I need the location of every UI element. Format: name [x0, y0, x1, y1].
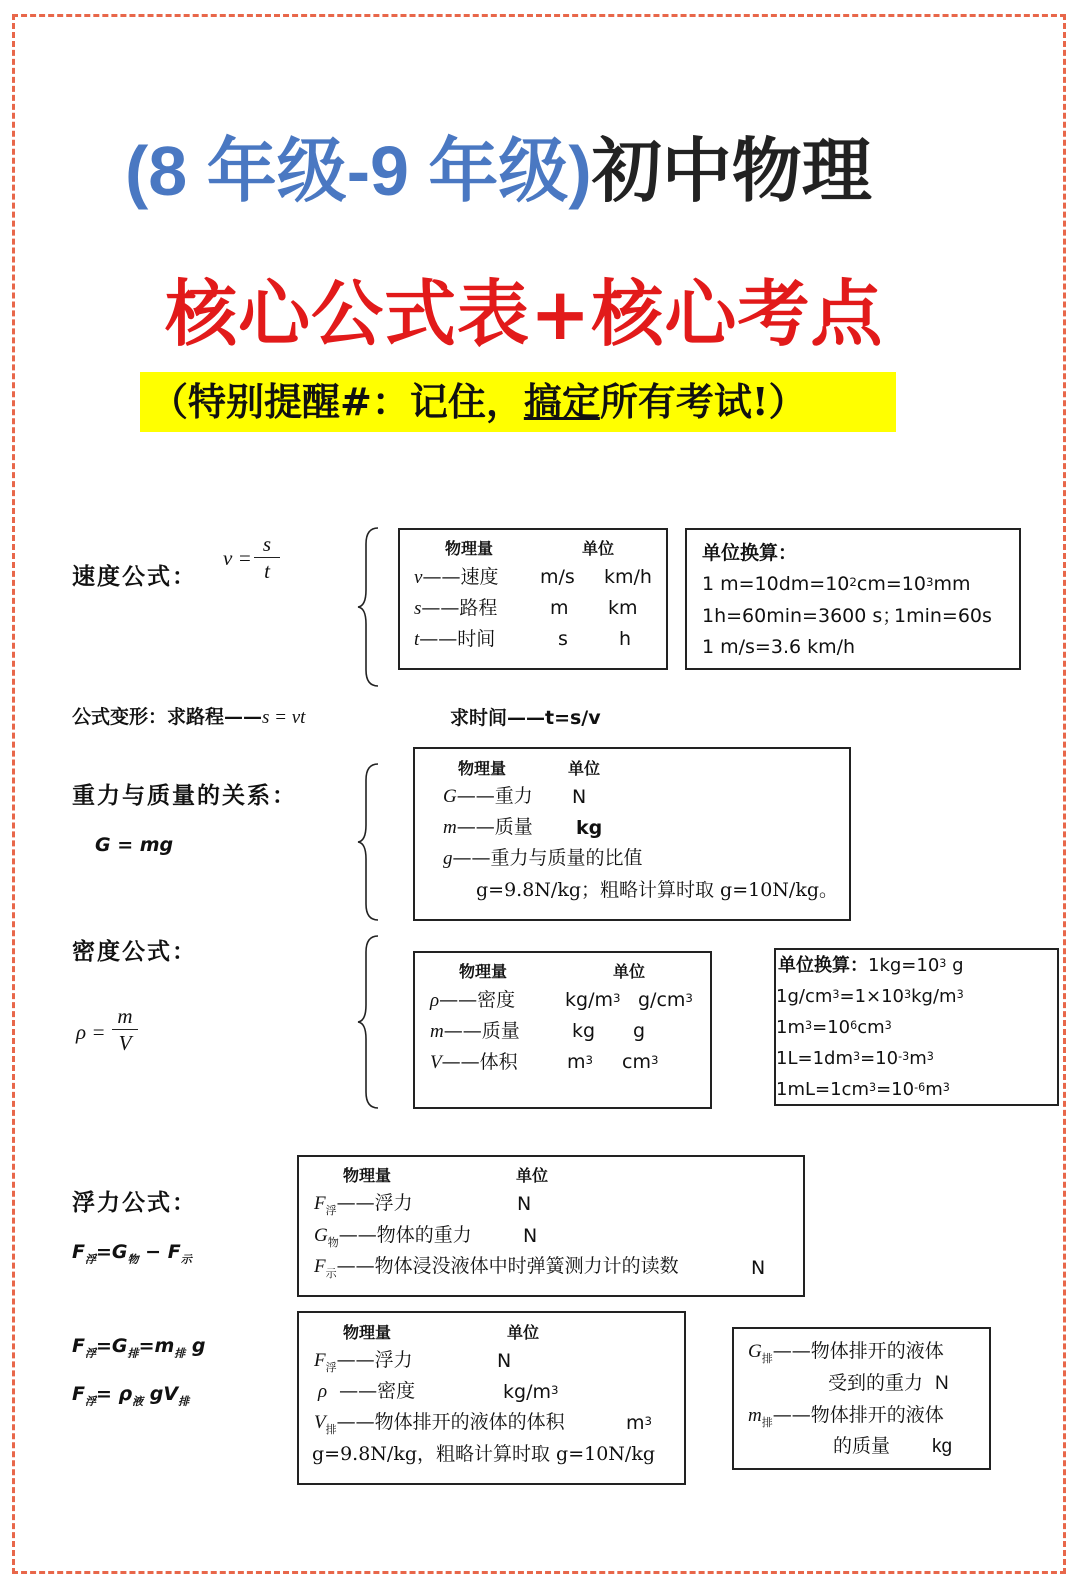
displaced-weight-name: ——物体排开的液体: [772, 1340, 944, 1362]
conv-part: 1 m=10dm=10: [702, 573, 850, 595]
speed-header-quantity: 物理量: [445, 539, 494, 558]
title-subject: 初中物理: [591, 132, 872, 210]
gravity-label: 重力与质量的关系：: [72, 782, 297, 809]
side-displaced-mass-line2: [833, 1435, 952, 1458]
displaced-mass-symbol: m: [748, 1405, 762, 1426]
conv-sup: 2: [849, 575, 857, 589]
formula-part: =m: [138, 1335, 175, 1357]
speed-formula-lhs: v =: [223, 546, 252, 570]
buoyancy-header-quantity-1: 物理量: [343, 1166, 392, 1185]
density-mass-unit-2: g: [633, 1020, 646, 1042]
buoyancy2-row-force: [314, 1349, 413, 1379]
conv-sup: 3: [805, 1019, 813, 1032]
gravity-note: g=9.8N/kg；粗略计算时取 g=10N/kg。: [476, 879, 839, 901]
velocity-unit-2: km/h: [604, 566, 652, 588]
displaced-weight-unit: N: [935, 1373, 949, 1394]
unit-sup: 3: [550, 1383, 559, 1397]
speed-conversion-title: 单位换算：: [702, 542, 798, 564]
displaced-mass-name: ——物体排开的液体: [772, 1404, 944, 1426]
density-brace: [356, 934, 382, 1110]
conv-part: g: [946, 955, 964, 976]
reminder-suffix: 所有考试!）: [599, 379, 807, 424]
speed-formula-num: s: [262, 532, 272, 556]
reminder-prefix: （特别提醒#：记住，: [150, 379, 524, 424]
formula-part: =G: [96, 1335, 128, 1357]
density-formula-num: m: [117, 1004, 133, 1028]
force-subscript: 浮: [325, 1203, 337, 1217]
reading-name: ——物体浸没液体中时弹簧测力计的读数: [336, 1255, 679, 1277]
weight-name: ——物体的重力: [338, 1224, 472, 1246]
formula-sub: 浮: [84, 1394, 97, 1408]
speed-header-unit: 单位: [582, 539, 615, 558]
gravity-brace: [356, 762, 382, 922]
density-unit-1: [565, 989, 620, 1011]
buoyancy-row-weight: [314, 1224, 472, 1254]
unit-base: kg/m: [565, 989, 613, 1011]
formula-part: − F: [138, 1241, 181, 1263]
weight-symbol: G: [443, 786, 457, 807]
conv-part: 1g/cm: [776, 986, 833, 1007]
page-subtitle: 核心公式表+核心考点: [165, 272, 884, 356]
displaced-mass-name-2: 的质量: [833, 1435, 891, 1457]
distance-unit-1: m: [550, 597, 569, 619]
buoyancy2-note: g=9.8N/kg，粗略计算时取 g=10N/kg: [312, 1443, 656, 1465]
density-header-unit: 单位: [613, 962, 646, 981]
speed-brace: [356, 526, 382, 688]
formula-part: gV: [143, 1383, 179, 1405]
side-displaced-weight-line2: [828, 1372, 949, 1395]
buoyancy-row-reading: [314, 1255, 679, 1285]
density-conversion-litre: [776, 1048, 934, 1070]
unit-sup: 3: [685, 991, 693, 1005]
displaced-weight-name-2: 受到的重力: [828, 1372, 924, 1394]
gravity-row-weight: [443, 785, 533, 808]
conv-part: 1L=1dm: [776, 1048, 853, 1069]
weight-subscript: 物: [327, 1235, 339, 1249]
buoyancy-header-unit-1: 单位: [516, 1166, 549, 1185]
mass-symbol: m: [430, 1021, 444, 1042]
density-row-density: [430, 989, 515, 1012]
volume-name: ——体积: [441, 1051, 518, 1073]
density-symbol: ρ: [430, 990, 440, 1011]
buoyancy-header-quantity-2: 物理量: [343, 1323, 392, 1342]
buoyancy-force-unit: N: [517, 1193, 532, 1215]
gravity-header-quantity: 物理量: [458, 759, 507, 778]
buoyancy-reading-unit: N: [751, 1257, 766, 1279]
conv-part: =1×10: [839, 986, 905, 1007]
formula-part: g: [185, 1335, 206, 1357]
reminder-underlined: 搞定: [523, 379, 600, 424]
conv-part: =10: [812, 1017, 851, 1038]
weight-unit: N: [572, 786, 587, 808]
conv-part: mm: [933, 573, 971, 595]
fraction-bar: [254, 557, 280, 558]
reading-symbol: F: [314, 1256, 326, 1277]
unit-sup: 3: [585, 1053, 594, 1067]
density-conversion-kg: [778, 955, 964, 977]
conv-part: 1m: [776, 1017, 805, 1038]
conv-sup: 6: [850, 1019, 858, 1032]
buoyancy2-row-volume: [314, 1411, 565, 1441]
ratio-symbol: g: [443, 848, 453, 869]
formula-part: F: [72, 1383, 85, 1405]
conv-sup: -3: [898, 1050, 910, 1063]
formula-sub: 浮: [84, 1252, 97, 1266]
conv-part: cm: [857, 1017, 885, 1038]
density-formula-fraction: [112, 1004, 138, 1055]
speed-row-distance: [414, 597, 497, 620]
conv-part: cm=10: [856, 573, 926, 595]
density-conversion-title: 单位换算：: [778, 955, 868, 976]
conv-part: =10: [860, 1048, 899, 1069]
reading-subscript: 示: [325, 1266, 337, 1280]
velocity-symbol: v: [414, 567, 423, 588]
conv-part: kg/m: [911, 986, 957, 1007]
buoyancy-formula-difference: [72, 1241, 192, 1271]
gravity-header-unit: 单位: [568, 759, 601, 778]
conv-part: 1mL=1cm: [776, 1079, 869, 1100]
buoyancy2-density-unit: [503, 1381, 558, 1403]
speed-formula-den: t: [264, 559, 270, 583]
density-symbol: ρ: [318, 1381, 328, 1402]
volume-symbol: V: [430, 1052, 442, 1073]
side-displaced-mass: [748, 1404, 944, 1434]
force-symbol: F: [314, 1350, 326, 1371]
formula-sub: 示: [180, 1252, 192, 1266]
gravity-row-ratio: [443, 847, 643, 870]
formula-part: F: [72, 1241, 85, 1263]
conv-sup: 3: [942, 1081, 950, 1094]
gravity-row-mass: [443, 816, 533, 839]
gravity-formula: G = mg: [95, 834, 174, 856]
formula-sub: 液: [132, 1394, 144, 1408]
density-unit-2: [638, 989, 693, 1011]
force-subscript: 浮: [325, 1360, 337, 1374]
conv-part: m: [925, 1079, 943, 1100]
formula-sub: 排: [127, 1346, 139, 1360]
conv-sup: 3: [926, 1050, 934, 1063]
speed-row-velocity: [414, 566, 498, 589]
speed-conversion-length: [702, 573, 971, 595]
density-mass-unit-1: kg: [572, 1020, 596, 1042]
fraction-bar: [112, 1029, 138, 1030]
conv-sup: 3: [939, 957, 947, 970]
volume-subscript: 排: [325, 1422, 337, 1436]
conv-sup: 3: [925, 575, 934, 589]
buoyancy-header-unit-2: 单位: [507, 1323, 540, 1342]
displaced-weight-subscript: 排: [761, 1351, 773, 1365]
force-symbol: F: [314, 1193, 326, 1214]
volume-name: ——物体排开的液体的体积: [336, 1411, 565, 1433]
ratio-name: ——重力与质量的比值: [452, 847, 643, 869]
formula-part: =G: [96, 1241, 128, 1263]
buoyancy-formula-archimedes: [72, 1335, 206, 1365]
weight-name: ——重力: [456, 785, 533, 807]
buoyancy-label: 浮力公式：: [72, 1189, 197, 1216]
density-row-mass: [430, 1020, 520, 1043]
buoyancy-formula-density: [72, 1383, 189, 1413]
speed-variant-time: 求时间——t=s/v: [450, 707, 601, 729]
volume-symbol: V: [314, 1412, 326, 1433]
density-formula-lhs: ρ =: [76, 1020, 106, 1044]
distance-unit-2: km: [608, 597, 638, 619]
mass-unit: kg: [576, 817, 603, 839]
unit-base: m: [567, 1051, 586, 1073]
unit-base: m: [626, 1412, 645, 1434]
force-name: ——浮力: [336, 1192, 413, 1214]
conv-part: =10: [876, 1079, 915, 1100]
unit-sup: 3: [644, 1414, 653, 1428]
speed-variant-label: [72, 706, 305, 729]
volume-unit-2: [622, 1051, 658, 1073]
unit-base: cm: [622, 1051, 651, 1073]
side-displaced-weight: [748, 1340, 944, 1370]
speed-conversion-velocity: 1 m/s=3.6 km/h: [702, 636, 856, 658]
density-header-quantity: 物理量: [459, 962, 508, 981]
buoyancy2-row-density: [318, 1380, 415, 1403]
formula-sub: 浮: [84, 1346, 97, 1360]
distance-name: ——路程: [421, 597, 498, 619]
buoyancy-weight-unit: N: [523, 1225, 538, 1247]
variant-distance-label: 公式变形：求路程——: [72, 706, 263, 728]
formula-sub: 物: [127, 1252, 139, 1266]
displaced-mass-subscript: 排: [761, 1415, 773, 1429]
buoyancy2-volume-unit: [626, 1412, 652, 1434]
density-label: 密度公式：: [72, 938, 197, 965]
conv-sup: 3: [868, 1081, 877, 1094]
speed-row-time: [414, 628, 495, 651]
formula-part: F: [72, 1335, 85, 1357]
displaced-weight-symbol: G: [748, 1341, 762, 1362]
buoyancy-row-force: [314, 1192, 413, 1222]
density-row-volume: [430, 1051, 518, 1074]
conv-part: m: [909, 1048, 927, 1069]
mass-name: ——质量: [456, 816, 533, 838]
displaced-mass-unit: kg: [932, 1436, 953, 1457]
velocity-unit-1: m/s: [540, 566, 575, 588]
mass-name: ——质量: [443, 1020, 520, 1042]
reminder-text: [150, 378, 807, 426]
speed-conversion-hour: 1h=60min=3600 s；: [702, 605, 902, 627]
unit-base: N: [497, 1350, 512, 1372]
buoyancy2-force-unit: [497, 1350, 511, 1372]
unit-base: kg/m: [503, 1381, 551, 1403]
speed-label: 速度公式：: [72, 563, 197, 590]
speed-conversion-minute: 1min=60s: [894, 605, 992, 627]
time-name: ——时间: [419, 628, 496, 650]
formula-sub: 排: [174, 1346, 186, 1360]
conv-sup: -6: [914, 1081, 926, 1094]
speed-formula-fraction: [254, 532, 280, 583]
conv-part: 1kg=10: [868, 955, 940, 976]
unit-base: g/cm: [638, 989, 686, 1011]
variant-distance-formula: s = vt: [262, 707, 306, 728]
conv-sup: 3: [832, 988, 840, 1001]
distance-symbol: s: [414, 598, 422, 619]
weight-symbol: G: [314, 1225, 328, 1246]
density-conversion-m3: [776, 1017, 892, 1039]
unit-sup: 3: [650, 1053, 659, 1067]
density-formula-den: V: [118, 1031, 132, 1055]
unit-sup: 3: [612, 991, 621, 1005]
volume-unit-1: [567, 1051, 593, 1073]
formula-part: = ρ: [96, 1383, 133, 1405]
time-unit-2: h: [619, 628, 632, 650]
force-name: ——浮力: [336, 1349, 413, 1371]
density-conversion-gcm3: [776, 986, 964, 1008]
page-title: [125, 128, 872, 214]
conv-sup: 3: [852, 1050, 861, 1063]
density-name: ——密度: [439, 989, 516, 1011]
time-unit-1: s: [558, 628, 568, 650]
density-name: ——密度: [339, 1380, 416, 1402]
time-symbol: t: [414, 629, 420, 650]
conv-sup: 3: [884, 1019, 892, 1032]
formula-sub: 排: [178, 1394, 190, 1408]
conv-sup: 3: [904, 988, 912, 1001]
conv-sup: 3: [956, 988, 964, 1001]
title-grade-range: (8 年级-9 年级): [125, 132, 592, 210]
mass-symbol: m: [443, 817, 457, 838]
velocity-name: ——速度: [422, 566, 499, 588]
density-conversion-millilitre: [776, 1079, 950, 1101]
